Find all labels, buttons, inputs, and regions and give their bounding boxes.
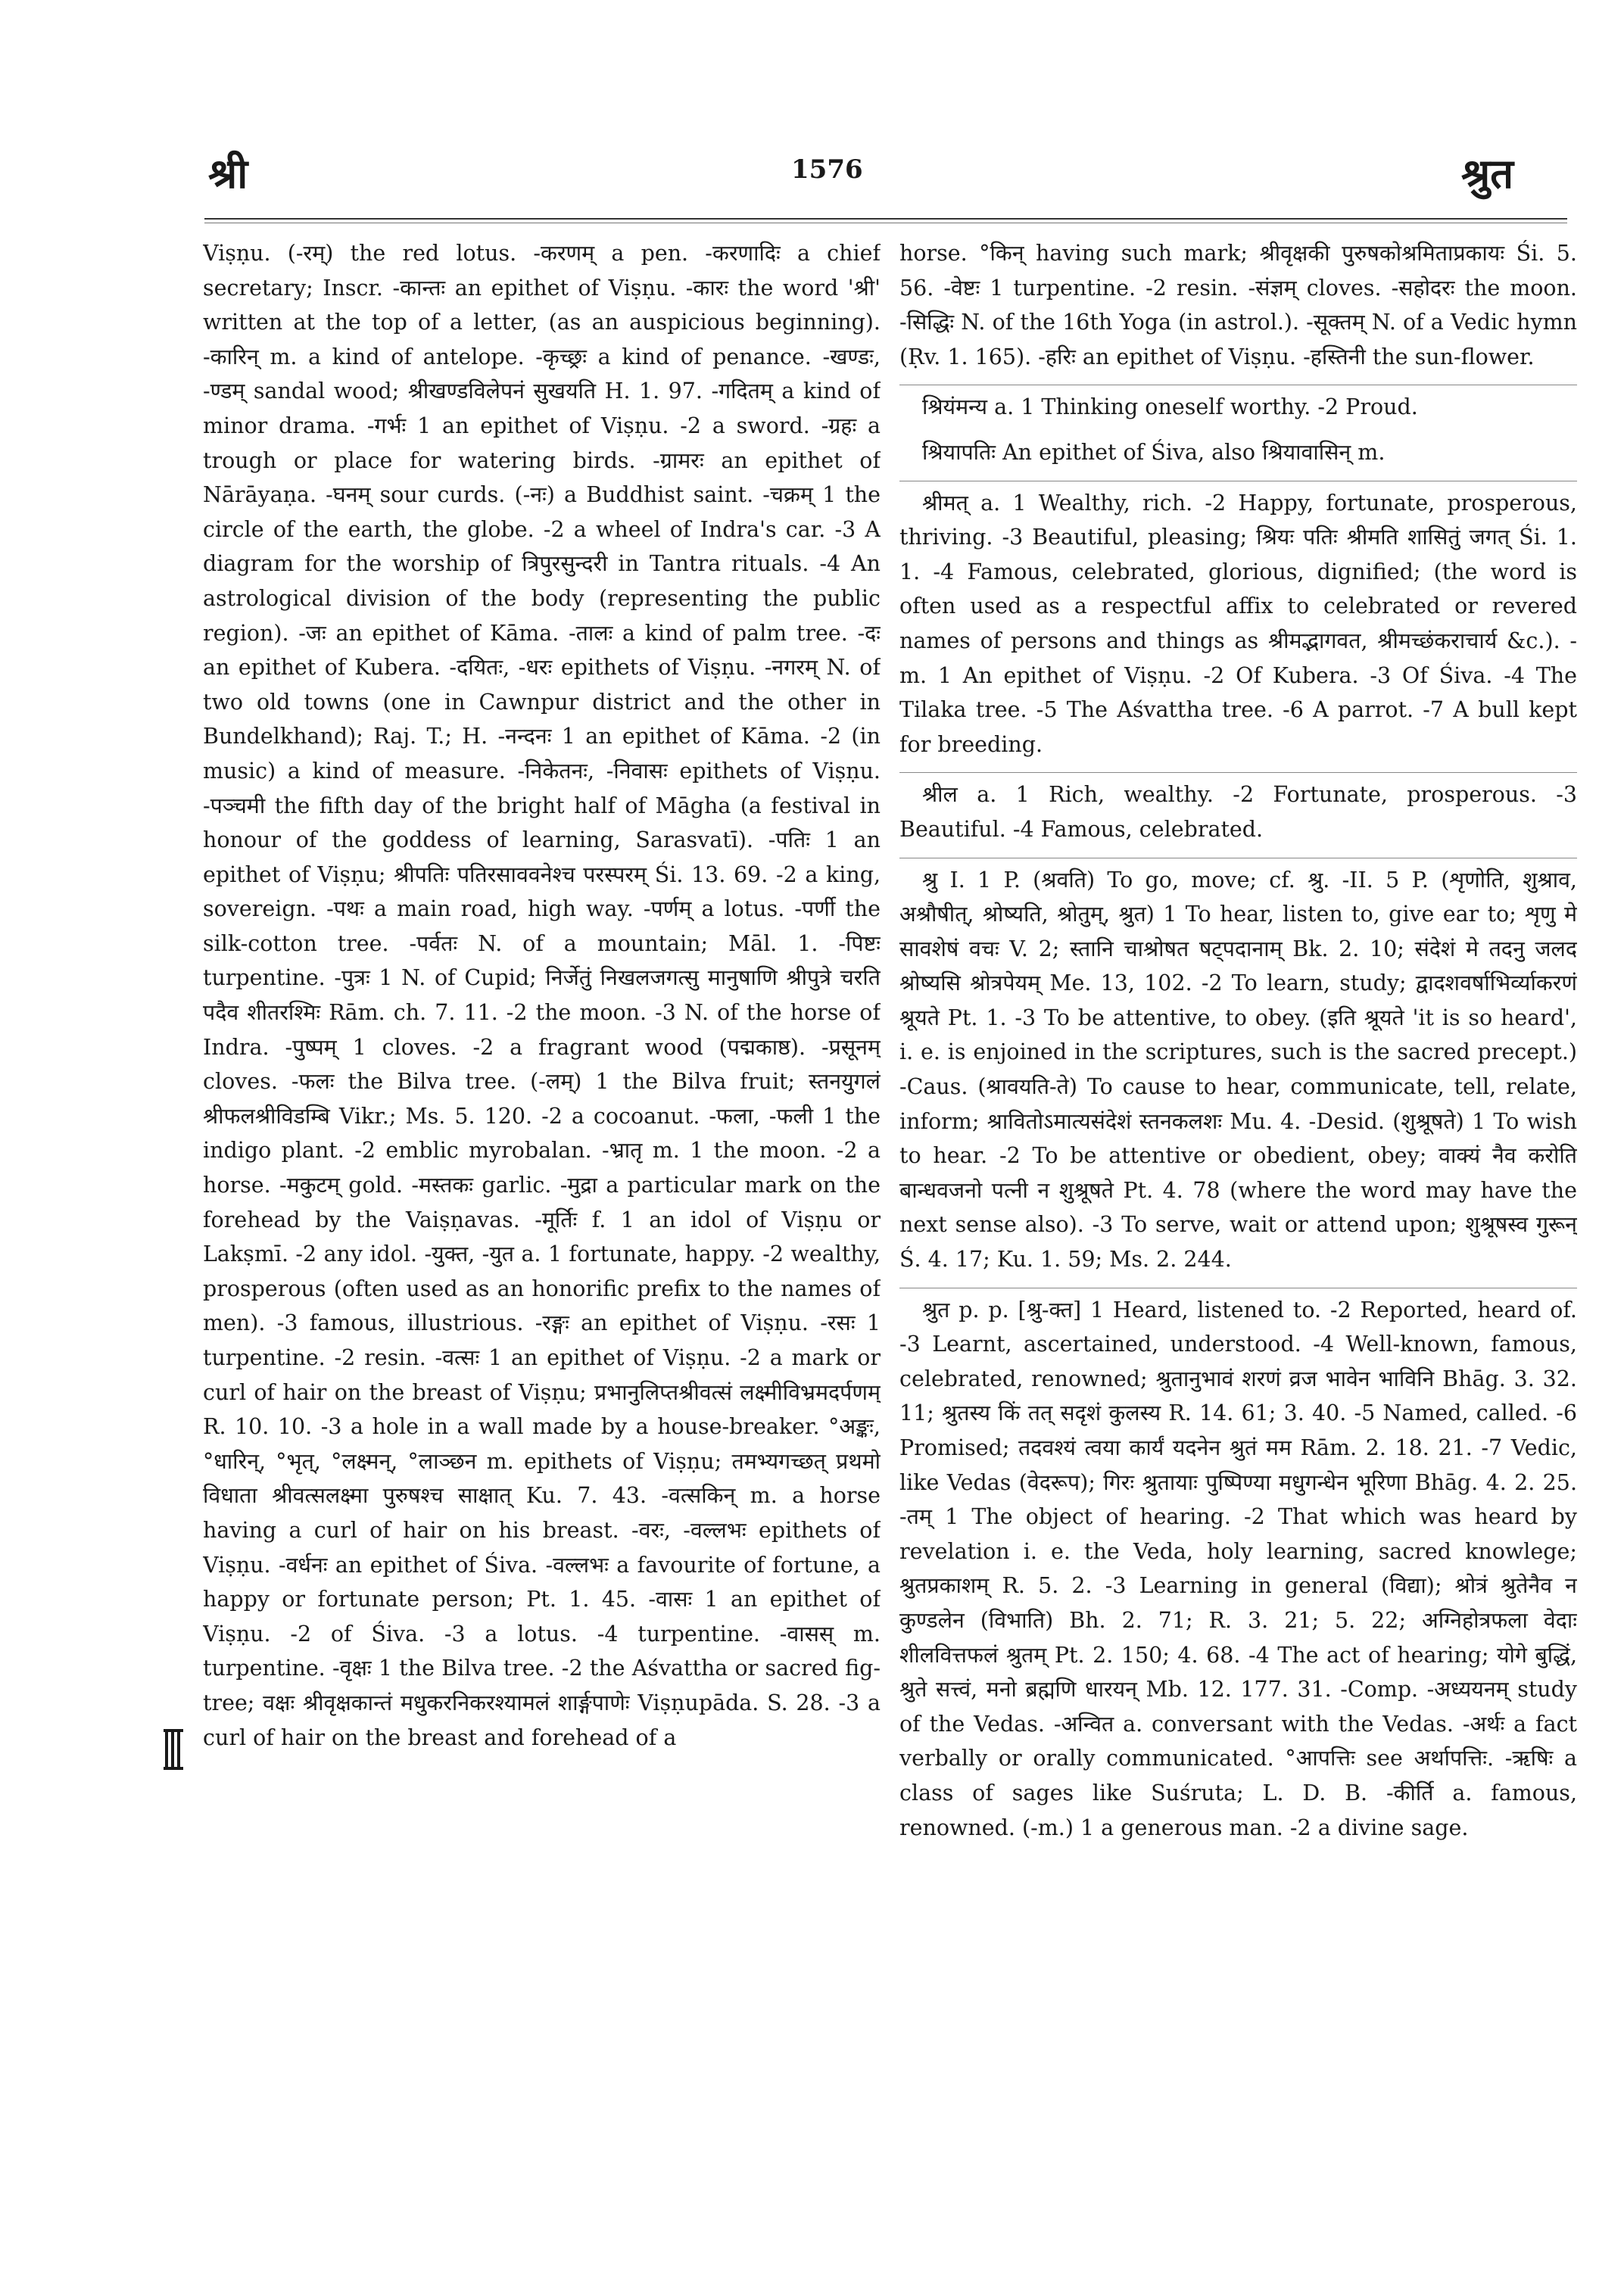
page-number: 1576 <box>791 154 863 185</box>
left-running-headword: श्री <box>208 149 248 198</box>
binding-mark-icon <box>164 1729 183 1770</box>
header-rule <box>204 218 1567 220</box>
left-column <box>203 236 881 2265</box>
entry-shru: श्रु I. 1 P. (श्रवति) To go, move; cf. श्रु. -II. 5 P. (शृणोति, शुश्राव, अश्रौषीत्, श्रोष्यति, श्रोतुम्, श्रुत) 1 To hear, listen to, give ear to; शृणु मे सावशेषं वचः V. 2; स्तानि चाश्रोषत षट्पदानाम् Bk. 2. 10; संदेशं मे तदनु जलद श्रोष्यसि श्रोत्रपेयम् Me. 13, 102. -2 To learn, study; द्वादशवर्षाभिर्व्याकरणं श्रूयते Pt. 1. -3 To be attentive, to obey. (इति श्रूयते 'it is so heard', i. e. is enjoined in the scriptures, such is the sacred precept.) -Caus. (श्रावयति-ते) To cause to hear, communicate, tell, relate, inform; श्रावितोऽमात्यसंदेशं स्तनकलशः Mu. 4. -Desid. (शुश्रूषते) 1 To wish to hear. -2 To be attentive or obedient, obey; वाक्यं नैव करोति बान्धवजनो पत्नी न शुश्रूषते Pt. 4. 78 (where the word may have the next sense also). -3 To serve, wait or attend upon; शुश्रूषस्व गुरून् Ś. 4. 17; Ku. 1. 59; Ms. 2. 244. <box>899 858 1577 1277</box>
entry-continuation: horse. °किन् having such mark; श्रीवृक्षकी पुरुषकोश्रमिताप्रकायः Śi. 5. 56. -वेष्टः 1 turpentine. -2 resin. -संज्ञम् cloves. -सहोदरः the moon. -सिद्धिः N. of the 16th Yoga (in astrol.). -सूक्तम् N. of a Vedic hymn (Ṛv. 1. 165). -हरिः an epithet of Viṣṇu. -हस्तिनी the sun-flower. <box>899 241 1577 369</box>
entry-continuation-shri: Viṣṇu. (-रम्) the red lotus. -करणम् a pen. -करणादिः a chief secretary; Inscr. -कान्तः an epithet of Viṣṇu. -कारः the word 'श्री' written at the top of a letter, (as an auspicious beginning). -कारिन् m. a kind of antelope. -कृच्छ्रः a kind of penance. -खण्डः, -ण्डम् sandal wood; श्रीखण्डविलेपनं सुखयति H. 1. 97. -गदितम् a kind of minor drama. -गर्भः 1 an epithet of Viṣṇu. -2 a sword. -ग्रहः a trough or place for watering birds. -ग्रामरः an epithet of Nārāyaṇa. -घनम् sour curds. (-नः) a Buddhist saint. -चक्रम् 1 the circle of the earth, the globe. -2 a wheel of Indra's car. -3 A diagram for the worship of त्रिपुरसुन्दरी in Tantra rituals. -4 An astrological division of the body (representing the public region). -जः an epithet of Kāma. -तालः a kind of palm tree. -दः an epithet of Kubera. -दयितः, -धरः epithets of Viṣṇu. -नगरम् N. of two old towns (one in Cawnpur district and the other in Bundelkhand); Raj. T.; H. -नन्दनः 1 an epithet of Kāma. -2 (in music) a kind of measure. -निकेतनः, -निवासः epithets of Viṣṇu. -पञ्चमी the fifth day of the bright half of Māgha (a festival in honour of the goddess of learning, Sarasvatī). -पतिः 1 an epithet of Viṣṇu; श्रीपतिः पतिरसाववनेश्च परस्परम् Śi. 13. 69. -2 a king, sovereign. -पथः a main road, high way. -पर्णम् a lotus. -पर्णी the silk-cotton tree. -पर्वतः N. of a mountain; Māl. 1. -पिष्टः turpentine. -पुत्रः 1 N. of Cupid; निर्जेतुं निखलजगत्सु मानुषाणि श्रीपुत्रे चरति पदैव शीतरश्मिः Rām. ch. 7. 11. -2 the moon. -3 N. of the horse of Indra. -पुष्पम् 1 cloves. -2 a fragrant wood (पद्मकाष्ठ). -प्रसूनम् cloves. -फलः the Bilva tree. (-लम्) 1 the Bilva fruit; स्तनयुगलं श्रीफलश्रीविडम्बि Vikr.; Ms. 5. 120. -2 a cocoanut. -फला, -फली 1 the indigo plant. -2 emblic myrobalan. -भ्रातृ m. 1 the moon. -2 a horse. -मकुटम् gold. -मस्तकः garlic. -मुद्रा a particular mark on the forehead by the Vaiṣṇavas. -मूर्तिः f. 1 an idol of Viṣṇu or Lakṣmī. -2 any idol. -युक्त, -युत a. 1 fortunate, happy. -2 wealthy, prosperous (often used as an honorific prefix to the names of men). -3 famous, illustrious. -रङ्गः an epithet of Viṣṇu. -रसः 1 turpentine. -2 resin. -वत्सः 1 an epithet of Viṣṇu. -2 a mark or curl of hair on the breast of Viṣṇu; प्रभानुलिप्तश्रीवत्सं लक्ष्मीविभ्रमदर्पणम् R. 10. 10. -3 a hole in a wall made by a house-breaker. °अङ्कः, °धारिन्, °भृत्, °लक्ष्मन्, °लाञ्छन m. epithets of Viṣṇu; तमभ्यगच्छत् प्रथमो विधाता श्रीवत्सलक्ष्मा पुरुषश्च साक्षात् Ku. 7. 43. -वत्सकिन् m. a horse having a curl of hair on his breast. -वरः, -वल्लभः epithets of Viṣṇu. -वर्धनः an epithet of Śiva. -वल्लभः a favourite of fortune, a happy or fortunate person; Pt. 1. 45. -वासः 1 an epithet of Viṣṇu. -2 of Śiva. -3 a lotus. -4 turpentine. -वासस् m. turpentine. -वृक्षः 1 the Bilva tree. -2 the Aśvattha or sacred fig-tree; वक्षः श्रीवृक्षकान्तं मधुकरनिकरश्यामलं शार्ङ्गपाणेः Viṣṇupāda. S. 28. -3 a curl of hair on the breast and forehead of a <box>203 241 881 1750</box>
entry-shriyapati: श्रियापतिः An epithet of Śiva, also श्रियावासिन् m. <box>922 439 1386 465</box>
entry-shriyammanya: श्रियंमन्य a. 1 Thinking oneself worthy. -2 Proud. <box>899 385 1577 425</box>
page-header <box>0 0 1624 227</box>
entry-shrimat: श्रीमत् a. 1 Wealthy, rich. -2 Happy, fortunate, prosperous, thriving. -3 Beautiful, pleasing; श्रियः पतिः श्रीमति शासितुं जगत् Śi. 1. 1. -4 Famous, celebrated, glorious, dignified; (the word is often used as a respectful affix to celebrated or revered names of persons and things as श्रीमद्भागवत, श्रीमच्छंकराचार्य &c.). -m. 1 An epithet of Viṣṇu. -2 Of Kubera. -3 Of Śiva. -4 The Tilaka tree. -5 The Aśvattha tree. -6 A parrot. -7 A bull kept for breeding. <box>899 481 1577 762</box>
right-running-headword: श्रुत <box>1461 149 1514 198</box>
entry-shrila: श्रील a. 1 Rich, wealthy. -2 Fortunate, prosperous. -3 Beautiful. -4 Famous, celebrated. <box>899 772 1577 846</box>
right-column <box>899 236 1577 2265</box>
entry-shruta: श्रुत p. p. [श्रु-क्त] 1 Heard, listened to. -2 Reported, heard of. -3 Learnt, ascertained, understood. -4 Well-known, famous, celebrated, renowned; श्रुतानुभावं शरणं व्रज भावेन भाविनि Bhāg. 3. 32. 11; श्रुतस्य किं तत् सदृशं कुलस्य R. 14. 61; 3. 40. -5 Named, called. -6 Promised; तदवश्यं त्वया कार्यं यदनेन श्रुतं मम Rām. 2. 18. 21. -7 Vedic, like Vedas (वेदरूप); गिरः श्रुतायाः पुष्पिण्या मधुगन्धेन भूरिणा Bhāg. 4. 2. 25. -तम् 1 The object of hearing. -2 That which was heard by revelation i. e. the Veda, holy learning, sacred knowlege; श्रुतप्रकाशम् R. 5. 2. -3 Learning in general (विद्या); श्रोत्रं श्रुतेनैव न कुण्डलेन (विभाति) Bh. 2. 71; R. 3. 21; 5. 22; अग्निहोत्रफला वेदाः शीलवित्तफलं श्रुतम् Pt. 2. 150; 4. 68. -4 The act of hearing; योगे बुद्धिं, श्रुते सत्त्वं, मनो ब्रह्मणि धारयन् Mb. 12. 177. 31. -Comp. -अध्ययनम् study of the Vedas. -अन्वित a. conversant with the Vedas. -अर्थः a fact verbally or orally communicated. °आपत्तिः see अर्थापत्तिः. -ऋषिः a class of sages like Suśruta; L. D. B. -कीर्ति a. famous, renowned. (-m.) 1 a generous man. -2 a divine sage. <box>899 1288 1577 1846</box>
